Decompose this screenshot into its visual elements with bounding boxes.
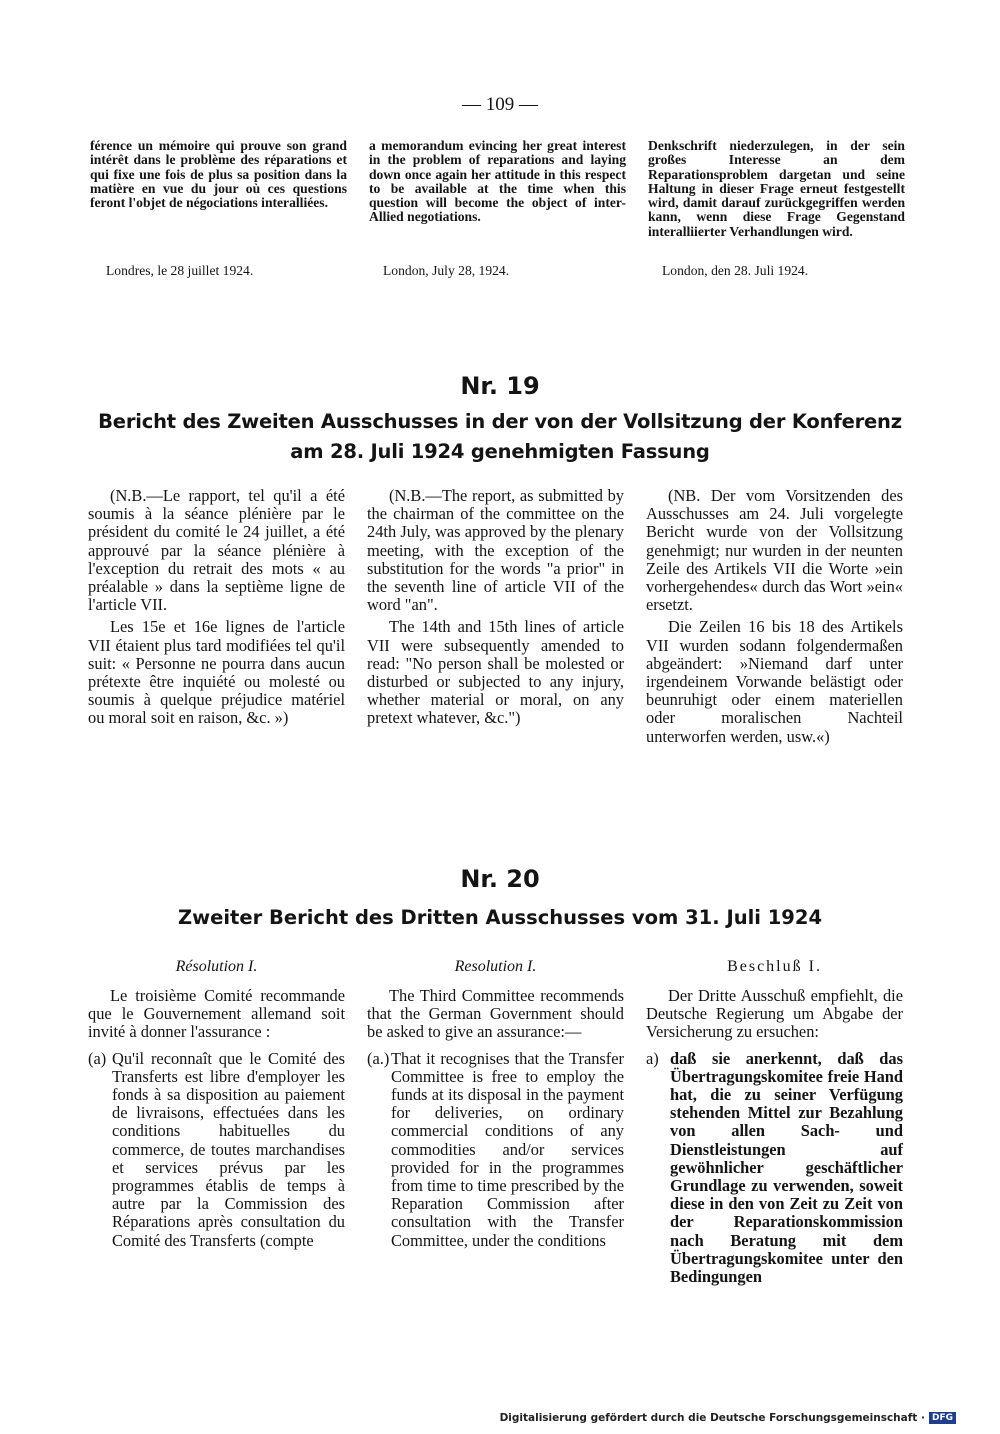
resolution-title-german: Beschluß I. [727,958,822,975]
digitization-footer [500,1412,956,1424]
resolution-title-english: Resolution I. [454,958,537,975]
top-text-english: a memorandum evincing her great interest in the problem of reparations and laying down once again her attitude in this respect to be available at the time when this question will become the object of inter-Allied negotiations. [369,138,626,225]
item-label: a) [646,1048,659,1068]
nr20-english-item-a [367,1050,624,1250]
nr20-number: Nr. 20 [460,865,540,893]
nr20-english-column [367,987,624,1250]
nr19-number: Nr. 19 [460,372,540,400]
resolution-title-french: Résolution I. [175,958,258,975]
nr20-german-column [646,987,903,1286]
nr19-title-line1: Bericht des Zweiten Ausschusses in der von der Vollsitzung der Konferenz [98,410,902,433]
item-text: daß sie anerkennt, daß das Übertragungskomitee freie Hand hat, die zu seiner Verfügung stehenden Mittel zur Bezahlung von allen Sach- und Dienstleistungen auf gewöhnlicher geschäftlicher Grundlage zu verwenden, soweit diese in den von Zeit zu Zeit von der Reparationskommission nach Beratung mit dem Übertragungskomitee unter den Bedingungen [670,1048,903,1287]
nr19-german-para1: (NB. Der vom Vorsitzenden des Ausschusses am 24. Juli vorgelegte Bericht wurde von der Vollsitzung genehmigt; nur wurden in der neunten Zeile des Artikels VII die Worte »ein vorhergehendes« durch das Wort »ein« ersetzt. [646,486,903,615]
footer-text: Digitalisierung gefördert durch die Deutsche Forschungsgemeinschaft · [499,1412,925,1424]
item-label: (a.) [367,1048,390,1068]
nr19-german-column [646,487,903,746]
date-german: London, den 28. Juli 1924. [662,263,809,278]
nr19-title-line2: am 28. Juli 1924 genehmigten Fassung [290,440,710,463]
item-text: Qu'il reconnaît que le Comité des Transferts est libre d'employer les fonds à sa disposition au paiement de livraisons, effectuées dans les conditions habituelles du commerce, de toutes marchandises et services prévus par les programmes établis de temps à autre par la Commission des Réparations après consultation du Comité des Transferts (compte [112,1048,345,1250]
page-number: — 109 — [462,94,538,115]
nr19-french-column [88,487,345,728]
nr20-french-column [88,987,345,1250]
nr19-french-para2: Les 15e et 16e lignes de l'article VII étaient plus tard modifiées tel qu'il suit: « Personne ne pourra dans aucun prétexte être inquiété ou molesté ou soumis à quelque préjudice matériel ou moral soit en raison, &c. ») [88,617,345,728]
nr20-german-intro: Der Dritte Ausschuß empfiehlt, die Deutsche Regierung um Abgabe der Versicherung zu ersuchen: [646,986,903,1042]
dfg-logo: DFG [929,1412,956,1424]
nr20-title: Zweiter Bericht des Dritten Ausschusses vom 31. Juli 1924 [177,906,823,929]
nr19-german-para2: Die Zeilen 16 bis 18 des Artikels VII wurden sodann folgendermaßen abgeändert: »Niemand darf unter irgendeinem Vorwande belästigt oder beunruhigt oder einem materiellen oder moralischen Nachteil unterworfen werden, usw.«) [646,617,903,746]
nr20-french-intro: Le troisième Comité recommande que le Gouvernement allemand soit invité à donner l'assurance : [88,986,345,1042]
top-text-french: férence un mémoire qui prouve son grand intérêt dans le problème des réparations et qui fixe une fois de plus sa position dans la matière en vue du jour où ces questions feront l'objet de négociations interalliées. [90,138,347,211]
top-text-german: Denkschrift niederzulegen, in der sein großes Interesse an dem Reparationsproblem dargetan und seine Haltung in dieser Frage erneut festgestellt wird, damit darauf zurückgegriffen werden kann, wenn diese Frage Gegenstand interalliierter Verhandlungen wird. [648,138,905,239]
nr19-french-para1: (N.B.—Le rapport, tel qu'il a été soumis à la séance plénière par le président du comité le 24 juillet, a été approuvé par la séance plénière à l'exception du retrait des mots « au préalable » dans la septième ligne de l'article VII. [88,486,345,615]
nr19-english-column [367,487,624,728]
date-french: Londres, le 28 juillet 1924. [106,263,254,278]
nr19-english-para2: The 14th and 15th lines of article VII were subsequently amended to read: "No person shall be molested or disturbed or subjected to any injury, whether material or moral, on any pretext whatever, &c.") [367,617,624,728]
nr19-english-para1: (N.B.—The report, as submitted by the chairman of the committee on the 24th July, was approved by the plenary meeting, with the exception of the substitution for the words "a prior" in the seventh line of article VII of the word "an". [367,486,624,615]
item-label: (a) [88,1048,107,1068]
nr20-french-item-a [88,1050,345,1250]
nr20-german-item-a [646,1050,903,1287]
item-text: That it recognises that the Transfer Committee is free to employ the funds at its disposal in the payment for deliveries, on ordinary commercial conditions of any commodities and/or services provided for in the programmes from time to time prescribed by the Reparation Commission after consultation with the Transfer Committee, under the conditions [391,1048,624,1250]
nr20-english-intro: The Third Committee recommends that the German Government should be asked to give an assurance:— [367,986,624,1042]
date-english: London, July 28, 1924. [383,263,510,278]
